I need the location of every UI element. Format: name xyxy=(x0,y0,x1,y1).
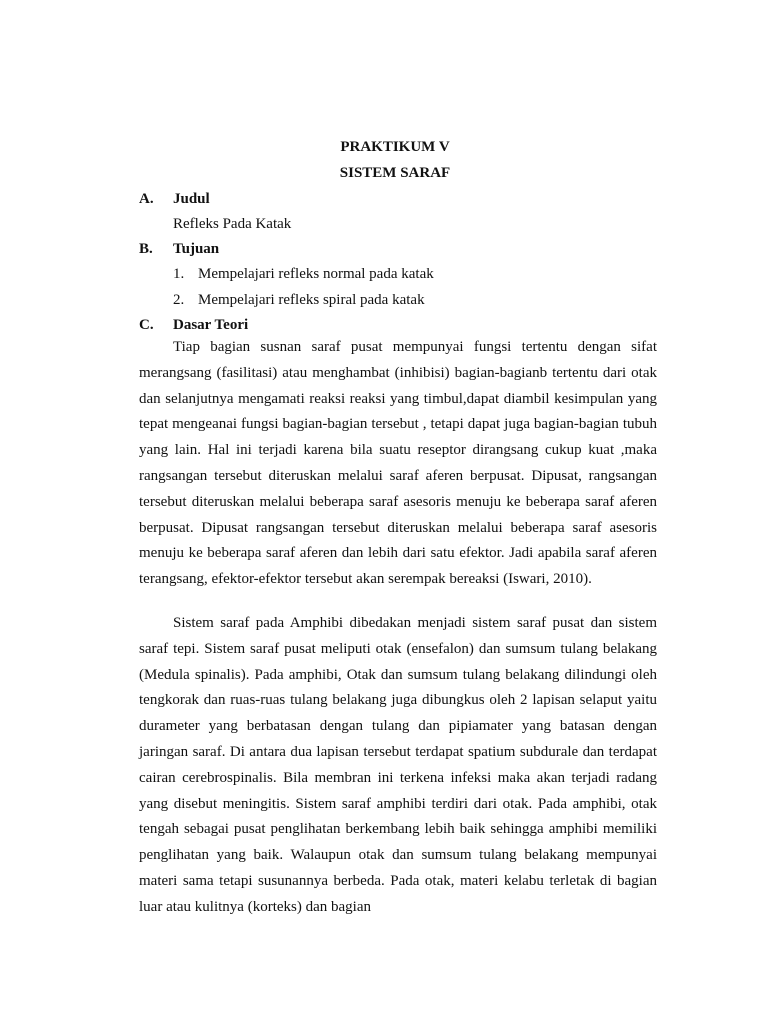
body-paragraph-1: Tiap bagian susnan saraf pusat mempunyai fungsi tertentu dengan sifat merangsang (fasilitasi) atau menghambat (inhibisi) bagian-bagianb tertentu dari otak dan selanjutnya mengamati reaksi reaksi yang timbul,dapat diambil kesimpulan yang tepat mengeanai fungsi bagian-bagian tersebut , tetapi dapat juga bagian-bagian tubuh yang lain. Hal ini terjadi karena bila suatu reseptor dirangsang cukup kuat ,maka rangsangan tersebut diteruskan melalui saraf aferen berpusat. Dipusat, rangsangan tersebut diteruskan melalui beberapa saraf asesoris menuju ke beberapa saraf aferen berpusat. Dipusat rangsangan tersebut diteruskan melalui beberapa saraf asesoris menuju ke beberapa saraf aferen dan lebih dari satu efektor. Jadi apabila saraf aferen terangsang, efektor-efektor tersebut akan serempak bereaksi (Iswari, 2010). xyxy=(139,339,657,588)
section-a-heading xyxy=(139,189,669,209)
list-item xyxy=(173,290,663,310)
section-a-title: Judul xyxy=(173,191,210,207)
body-paragraph-2: Sistem saraf pada Amphibi dibedakan menjadi sistem saraf pusat dan sistem saraf tepi. Sistem saraf pusat meliputi otak (ensefalon) dan sumsum tulang belakang (Medula spinalis). Pada amphibi, Otak dan sumsum tulang belakang dilindungi oleh tengkorak dan ruas-ruas tulang belakang juga dibungkus oleh 2 lapisan selaput yaitu durameter yang berbatasan dengan tulang dan pipiamater yang batasan dengan jaringan saraf. Di antara dua lapisan tersebut terdapat spatium subdurale dan terdapat cairan cerebrospinalis. Bila membran ini terkena infeksi maka akan terjadi radang yang disebut meningitis. Sistem saraf amphibi terdiri dari otak. Pada amphibi, otak tengah sebagai pusat penglihatan berkembang lebih baik sehingga amphibi memiliki penglihatan yang baik. Walaupun otak dan sumsum tulang belakang mempunyai materi sama tetapi susunannya berbeda. Pada otak, materi kelabu terletak di bagian luar atau kulitnya (korteks) dan bagian xyxy=(139,615,657,915)
section-b-letter: B. xyxy=(139,241,153,257)
list-item-text: Mempelajari refleks normal pada katak xyxy=(198,266,434,282)
list-item xyxy=(173,264,663,284)
section-c-letter: C. xyxy=(139,317,154,333)
section-c-heading xyxy=(139,315,669,335)
section-b-heading xyxy=(139,239,669,259)
list-item-number: 2. xyxy=(173,292,185,308)
page-subtitle: SISTEM SARAF xyxy=(339,165,451,181)
section-a-letter: A. xyxy=(139,191,154,207)
page-title: PRAKTIKUM V xyxy=(340,139,450,155)
section-a-text: Refleks Pada Katak xyxy=(173,216,292,232)
list-item-text: Mempelajari refleks spiral pada katak xyxy=(198,292,425,308)
section-b-title: Tujuan xyxy=(173,241,220,257)
section-c-title: Dasar Teori xyxy=(173,317,249,333)
list-item-number: 1. xyxy=(173,266,185,282)
